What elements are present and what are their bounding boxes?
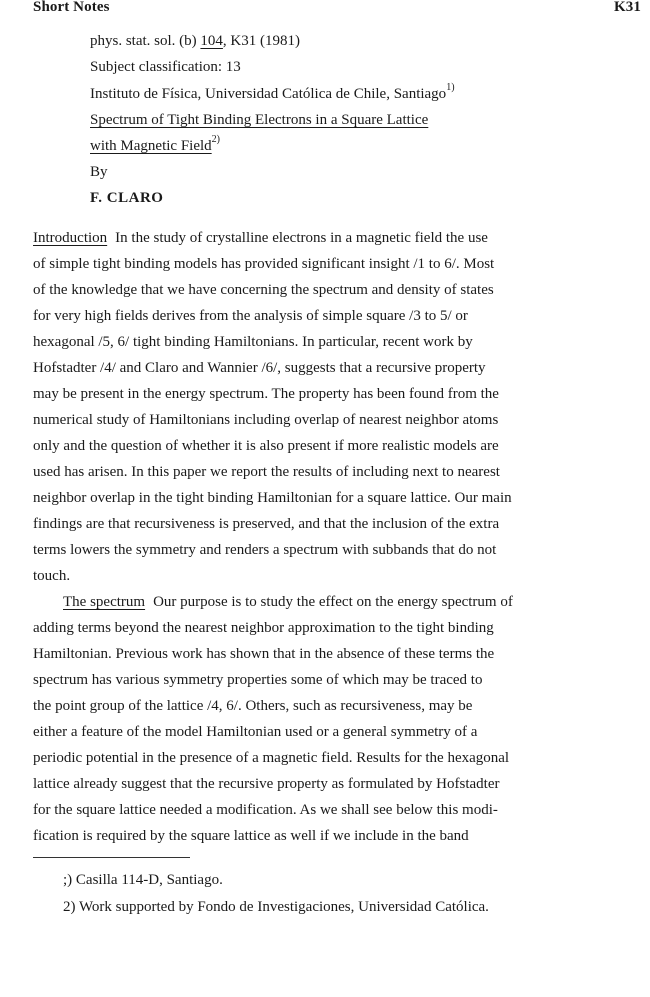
intro-line: for very high fields derives from the analysis of simple square /3 to 5/ or <box>33 308 468 324</box>
intro-line: findings are that recursiveness is preserved, and that the inclusion of the extra <box>33 516 500 532</box>
spectrum-line-text: Our purpose is to study the effect on the energy spectrum of <box>153 594 513 610</box>
institution-text: Instituto de Física, Universidad Católica de Chile, Santiago <box>90 86 447 102</box>
intro-line: used has arisen. In this paper we report the results of including next to nearest <box>33 464 500 480</box>
spectrum-heading: The spectrum <box>63 594 146 610</box>
running-header-title: Short Notes <box>33 0 110 15</box>
byline-by: By <box>90 164 108 180</box>
paper-title-line-1: Spectrum of Tight Binding Electrons in a Square Lattice <box>90 112 429 128</box>
introduction-heading: Introduction <box>33 230 108 246</box>
spectrum-line: Hamiltonian. Previous work has shown that in the absence of these terms the <box>33 646 495 662</box>
spectrum-line: adding terms beyond the nearest neighbor approximation to the tight binding <box>33 620 494 636</box>
intro-line: touch. <box>33 568 71 584</box>
intro-line-text: In the study of crystalline electrons in a magnetic field the use <box>115 230 488 246</box>
citation-volume: 104 <box>200 33 223 49</box>
page-number: K31 <box>614 0 641 15</box>
subject-classification: Subject classification: 13 <box>90 59 241 75</box>
spectrum-line: either a feature of the model Hamiltonian used or a general symmetry of a <box>33 724 478 740</box>
spectrum-line: for the square lattice needed a modification. As we shall see below this modi- <box>33 802 498 818</box>
spectrum-line: fication is required by the square lattice as well if we include in the band <box>33 828 469 844</box>
spectrum-line: the point group of the lattice /4, 6/. Others, such as recursiveness, may be <box>33 698 473 714</box>
intro-line: numerical study of Hamiltonians including overlap of nearest neighbor atoms <box>33 412 499 428</box>
intro-line <box>33 225 647 251</box>
footnote-2: 2) Work supported by Fondo de Investigaciones, Universidad Católica. <box>63 899 489 915</box>
intro-line: Hofstadter /4/ and Claro and Wannier /6/, suggests that a recursive property <box>33 360 486 376</box>
institution-note-marker: 1) <box>446 82 455 93</box>
spectrum-line: lattice already suggest that the recursive property as formulated by Hofstadter <box>33 776 500 792</box>
intro-line: of simple tight binding models has provided significant insight /1 to 6/. Most <box>33 256 495 272</box>
citation-prefix: phys. stat. sol. (b) <box>90 33 201 49</box>
intro-line: hexagonal /5, 6/ tight binding Hamiltonians. In particular, recent work by <box>33 334 473 350</box>
spectrum-line <box>33 589 647 615</box>
footnote-1: ;) Casilla 114-D, Santiago. <box>63 872 223 888</box>
author-name: F. CLARO <box>90 190 164 206</box>
title-note-marker: 2) <box>211 134 220 145</box>
intro-line: may be present in the energy spectrum. The property has been found from the <box>33 386 499 402</box>
citation-suffix: , K31 (1981) <box>222 33 300 49</box>
paper-title-line-2-text: with Magnetic Field <box>90 138 212 154</box>
article-body <box>33 225 647 849</box>
spectrum-line: spectrum has various symmetry properties some of which may be traced to <box>33 672 483 688</box>
intro-line: of the knowledge that we have concerning the spectrum and density of states <box>33 282 494 298</box>
citation <box>90 33 300 50</box>
spectrum-line: periodic potential in the presence of a magnetic field. Results for the hexagonal <box>33 750 510 766</box>
intro-line: neighbor overlap in the tight binding Hamiltonian for a square lattice. Our main <box>33 490 512 506</box>
footnote-divider <box>33 857 190 858</box>
intro-line: only and the question of whether it is also present if more realistic models are <box>33 438 499 454</box>
intro-line: terms lowers the symmetry and renders a spectrum with subbands that do not <box>33 542 497 558</box>
paper-title-line-2 <box>90 134 220 155</box>
institution <box>90 82 455 103</box>
